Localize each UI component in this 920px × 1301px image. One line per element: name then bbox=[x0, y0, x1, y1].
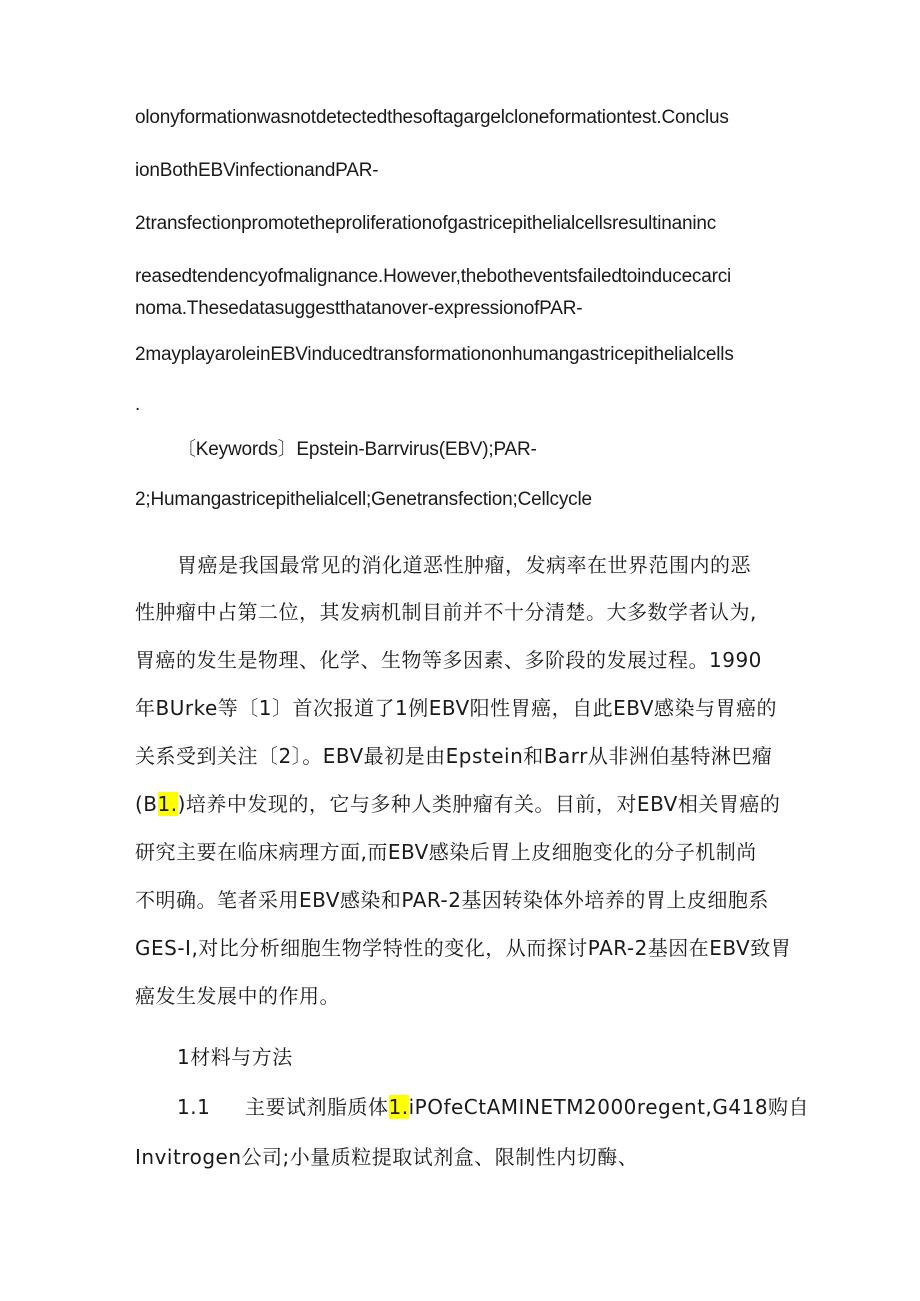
keywords-line-1: 〔Keywords〕Epstein-Barrvirus(EBV);PAR- bbox=[177, 439, 537, 460]
intro-line-2: 性肿瘤中占第二位，其发病机制目前并不十分清楚。大多数学者认为, bbox=[135, 600, 757, 624]
subsection-title: 主要试剂脂质体 bbox=[245, 1095, 389, 1119]
abstract-line-6: 2mayplayaroleinEBVinducedtransformationonhumangastricepithelialcells bbox=[135, 344, 734, 365]
subsection-line-2: Invitrogen公司;小量质粒提取试剂盒、限制性内切酶、 bbox=[135, 1145, 639, 1169]
section-heading: 1材料与方法 bbox=[177, 1045, 293, 1069]
abstract-line-1: olonyformationwasnotdetectedthesoftagargelcloneformationtest.Conclus bbox=[135, 107, 729, 128]
intro-line-10: 癌发生发展中的作用。 bbox=[135, 984, 340, 1008]
intro-line-7: 研究主要在临床病理方面,而EBV感染后胃上皮细胞变化的分子机制尚 bbox=[135, 840, 757, 864]
intro-line-6-start: (B bbox=[135, 792, 158, 816]
intro-line-9: GES-I,对比分析细胞生物学特性的变化，从而探讨PAR-2基因在EBV致胃 bbox=[135, 936, 792, 960]
highlight-mark: 1. bbox=[388, 1095, 409, 1119]
intro-line-3: 胃癌的发生是物理、化学、生物等多因素、多阶段的发展过程。1990 bbox=[135, 648, 762, 672]
abstract-line-3: 2transfectionpromotetheproliferationofgastricepithelialcellsresultinaninc bbox=[135, 213, 717, 234]
intro-line-5: 关系受到关注〔2〕。EBV最初是由Epstein和Barr从非洲伯基特淋巴瘤 bbox=[135, 744, 773, 768]
intro-line-6-rest: )培养中发现的，它与多种人类肿瘤有关。目前，对EBV相关胃癌的 bbox=[177, 792, 781, 816]
subsection-line-1 bbox=[177, 1093, 809, 1121]
intro-line-8: 不明确。笔者采用EBV感染和PAR-2基因转染体外培养的胃上皮细胞系 bbox=[135, 888, 769, 912]
abstract-line-7: . bbox=[135, 394, 141, 415]
subsection-text: iPOfeCtAMINETM2000regent,G418购自 bbox=[408, 1095, 810, 1119]
abstract-line-2: ionBothEBVinfectionandPAR- bbox=[135, 160, 379, 181]
abstract-line-4: reasedtendencyofmalignance.However,thebotheventsfailedtoinducecarci bbox=[135, 266, 732, 287]
highlight-mark: 1. bbox=[157, 792, 178, 816]
abstract-line-5: noma.Thesedatasuggestthatanover-expressionofPAR- bbox=[135, 298, 583, 319]
intro-line-6 bbox=[135, 790, 780, 818]
intro-line-4: 年BUrke等〔1〕首次报道了1例EBV阳性胃癌，自此EBV感染与胃癌的 bbox=[135, 696, 778, 720]
subsection-number: 1.1 bbox=[177, 1095, 211, 1119]
keywords-line-2: 2;Humangastricepithelialcell;Genetransfection;Cellcycle bbox=[135, 489, 592, 510]
intro-line-1: 胃癌是我国最常见的消化道恶性肿瘤，发病率在世界范围内的恶 bbox=[177, 553, 751, 577]
